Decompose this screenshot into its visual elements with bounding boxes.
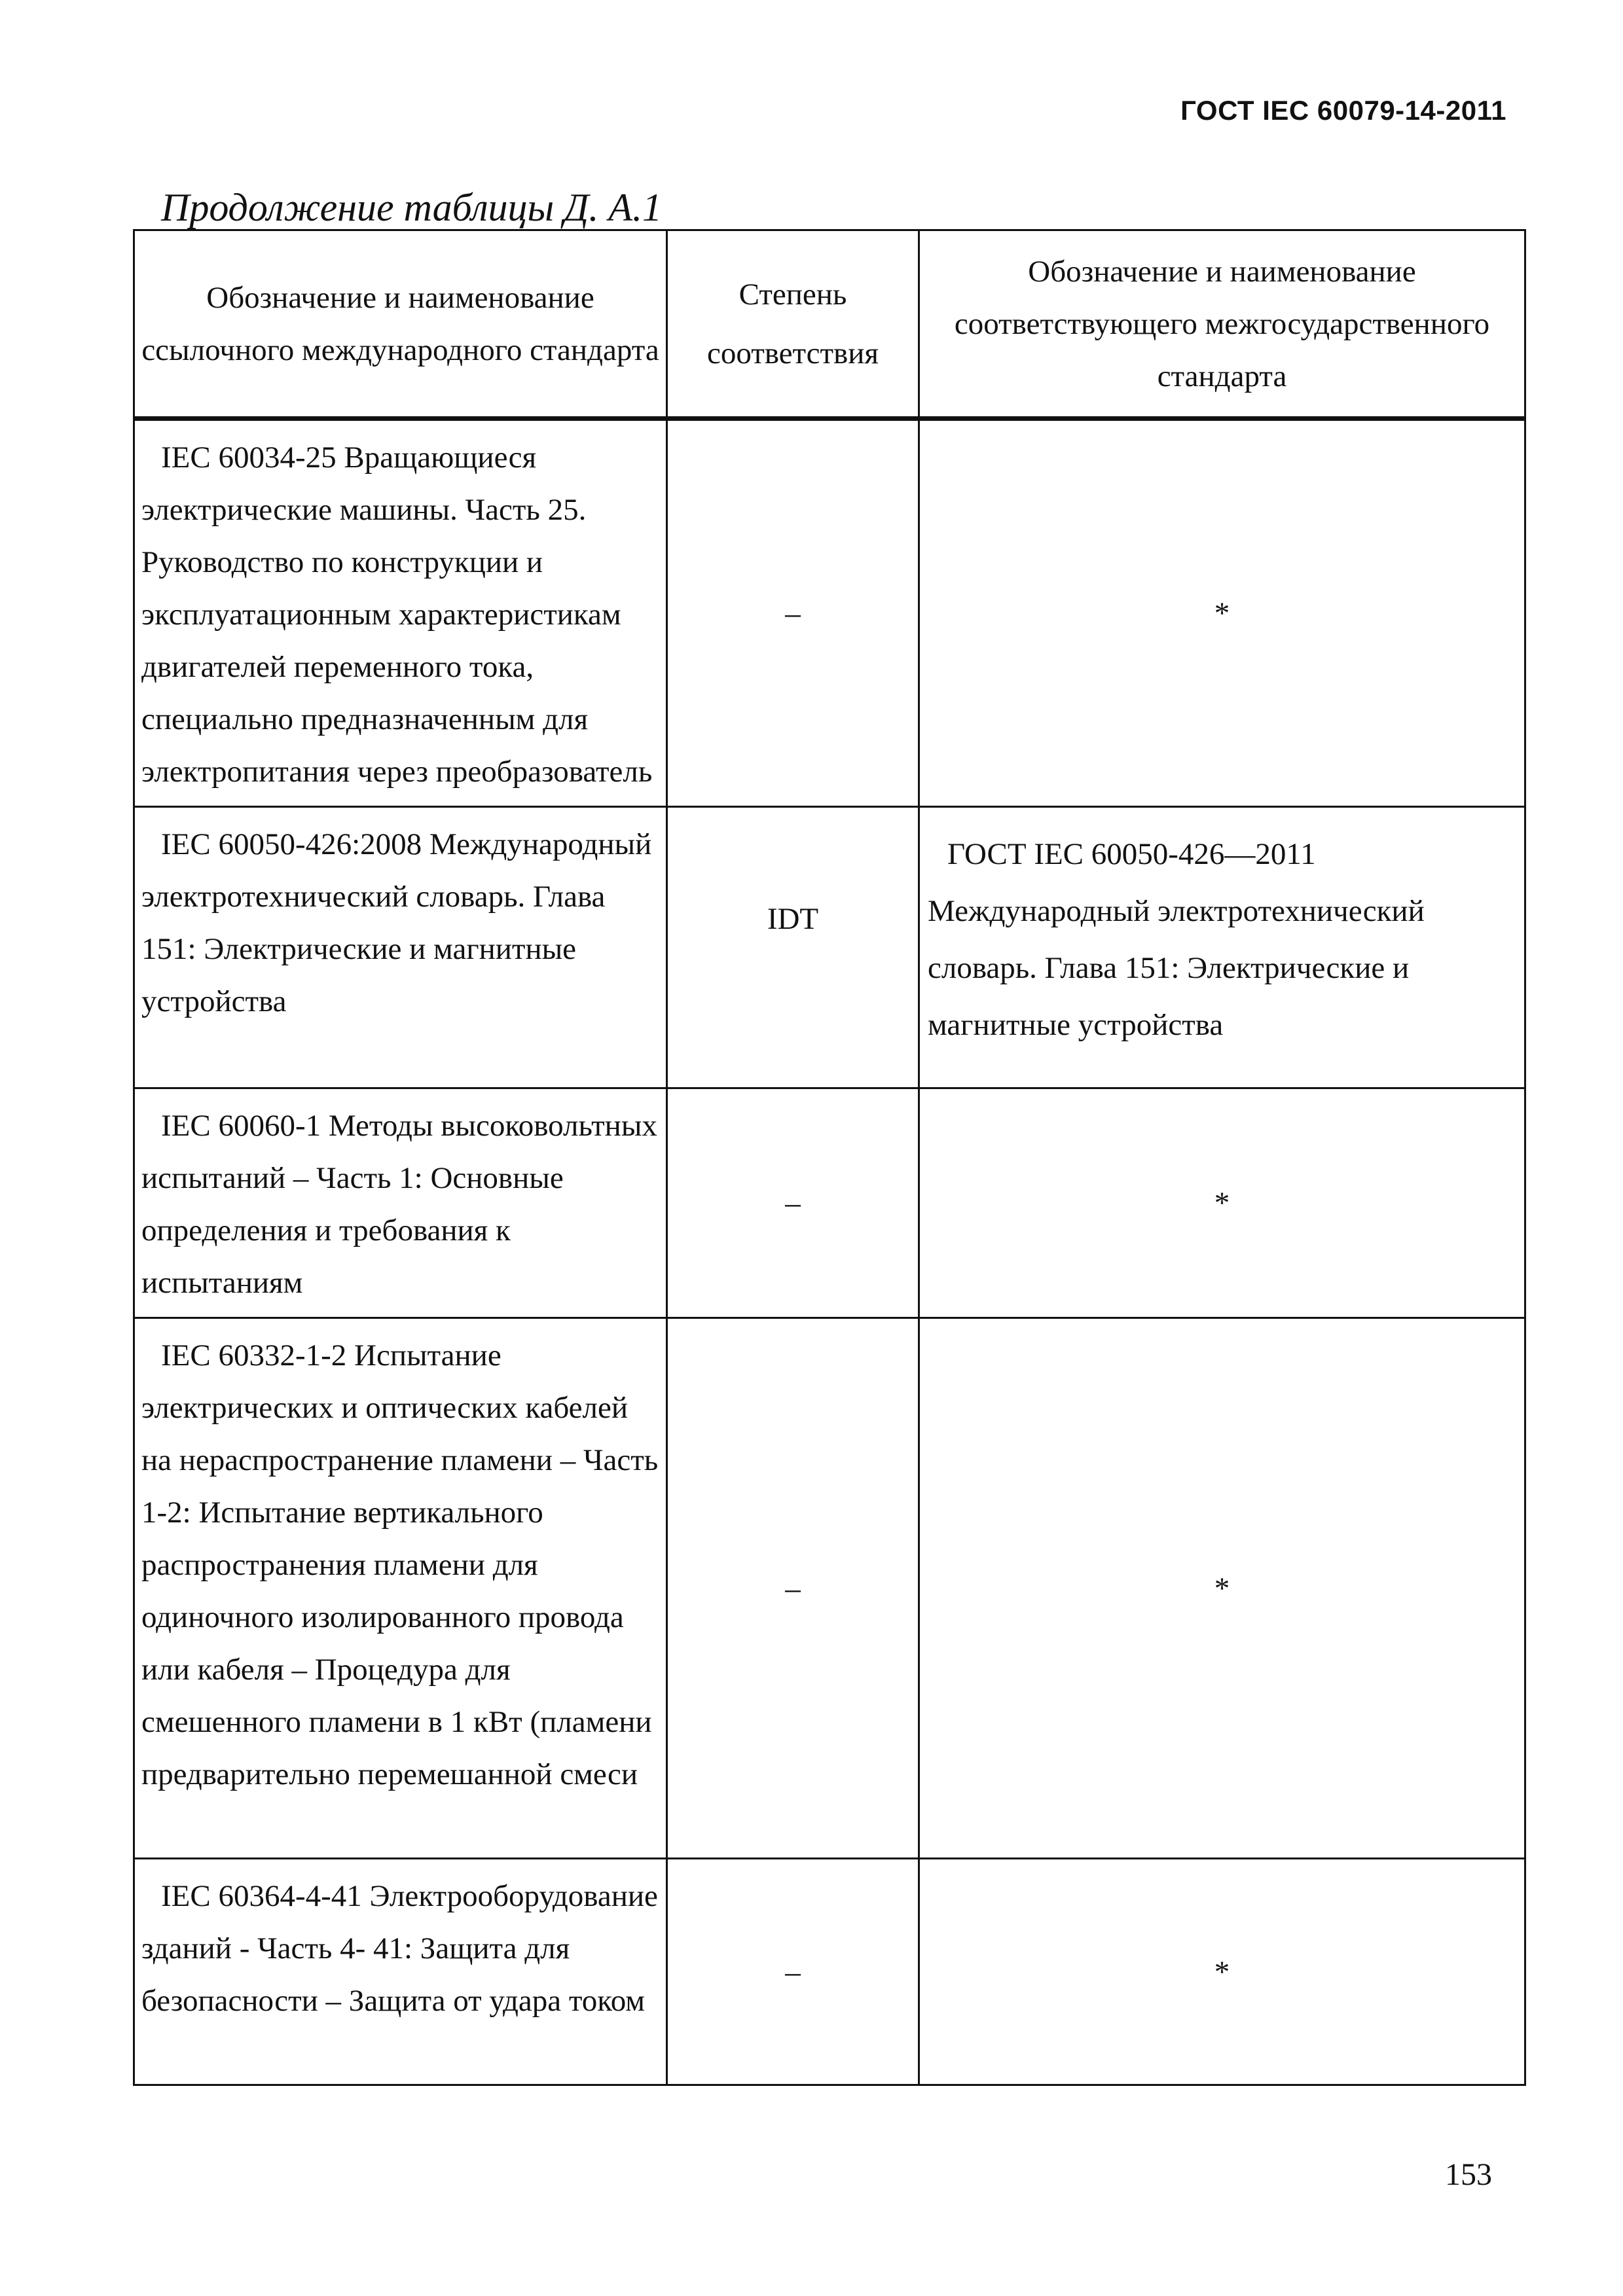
international-standard-text: IEC 60060-1 Методы высоковольтных испытаний – Часть 1: Основные определения и требования к испытаниям — [141, 1109, 657, 1300]
interstate-standard-cell: * — [919, 1318, 1525, 1859]
degree-cell: – — [667, 1318, 919, 1859]
table-caption: Продолжение таблицы Д. А.1 — [161, 186, 662, 229]
international-standard-cell — [134, 419, 667, 807]
interstate-standard-cell: * — [919, 1859, 1525, 2085]
international-standard-text: IEC 60332-1-2 Испытание электрических и оптических кабелей на нераспространение пламени – Часть 1-2: Испытание вертикального распространения пламени для одиночного изолированного провода или кабеля – Процедура для смешенного пламени в 1 кВт (пламени предварительно перемешанной смеси — [141, 1338, 659, 1791]
document-code: ГОСТ IEC 60079-14-2011 — [1180, 95, 1506, 126]
page-number: 153 — [1445, 2157, 1492, 2192]
interstate-standard-cell — [919, 807, 1525, 1088]
degree-cell: – — [667, 1088, 919, 1318]
table-row — [134, 1318, 1525, 1859]
international-standard-cell — [134, 1318, 667, 1859]
interstate-standard-cell: * — [919, 419, 1525, 807]
degree-cell: IDT — [667, 807, 919, 1088]
degree-cell: – — [667, 1859, 919, 2085]
degree-cell: – — [667, 419, 919, 807]
interstate-standard-text: ГОСТ IEC 60050-426—2011 Международный электротехнический словарь. Глава 151: Электрические и магнитные устройства — [928, 837, 1425, 1042]
table-row — [134, 1088, 1525, 1318]
table-row — [134, 807, 1525, 1088]
international-standard-text: IEC 60050-426:2008 Международный электротехнический словарь. Глава 151: Электрические и магнитные устройства — [141, 827, 652, 1018]
interstate-standard-cell: * — [919, 1088, 1525, 1318]
column-header-international-standard: Обозначение и наименование ссылочного международного стандарта — [134, 230, 667, 419]
international-standard-cell — [134, 1859, 667, 2085]
international-standard-text: IEC 60364-4-41 Электрооборудование зданий - Часть 4- 41: Защита для безопасности – Защита от удара током — [141, 1879, 658, 2018]
column-header-degree: Степень соответствия — [667, 230, 919, 419]
standards-table — [133, 229, 1526, 2086]
column-header-interstate-standard: Обозначение и наименование соответствующего межгосударственного стандарта — [919, 230, 1525, 419]
international-standard-cell — [134, 807, 667, 1088]
table-header-row — [134, 230, 1525, 419]
international-standard-cell — [134, 1088, 667, 1318]
international-standard-text: IEC 60034-25 Вращающиеся электрические машины. Часть 25. Руководство по конструкции и эксплуатационным характеристикам двигателей переменного тока, специально предназначенным для электропитания через преобразователь — [141, 440, 653, 789]
table-row — [134, 419, 1525, 807]
table-row — [134, 1859, 1525, 2085]
